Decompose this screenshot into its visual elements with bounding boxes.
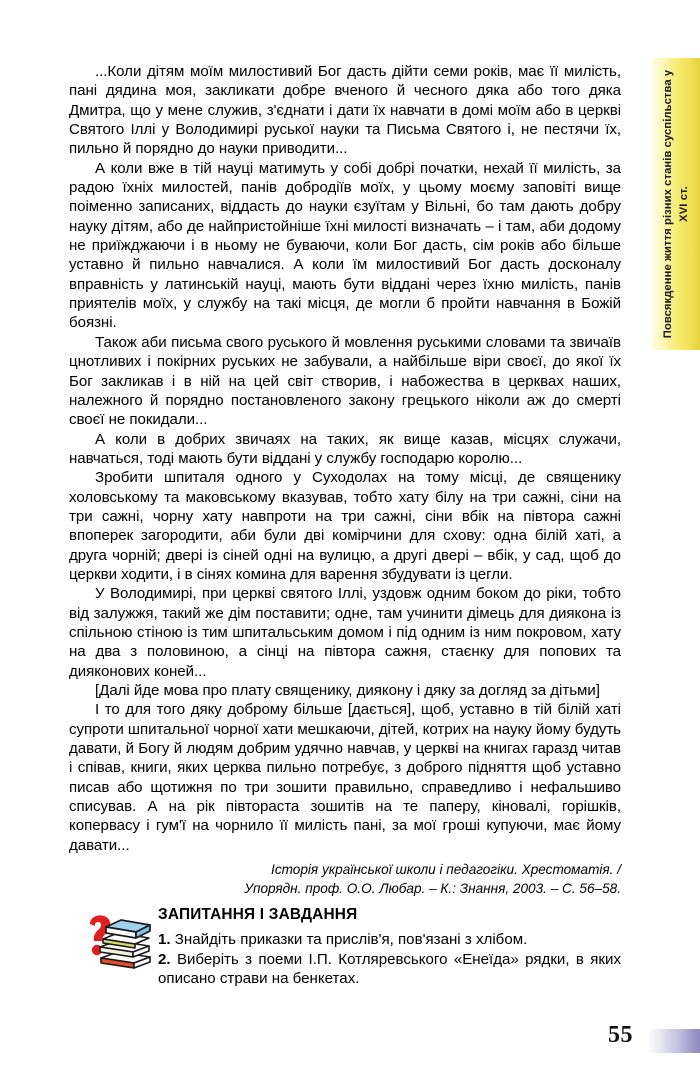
question-item — [158, 930, 621, 950]
source-citation-line-2: Упорядн. проф. О.О. Любар. – К.: Знання, 2003. – С. 56–58. — [244, 881, 621, 896]
paragraph: У Володимирі, при церкві святого Іллі, уздовж одним боком до ріки, тобто від залужжя, такий же дім поставити; одне, там учинити дімець для диякона із спільною стіною із тим шпитальським домом і під одним із ним покровом, хату на два з половиною, а сінці на півтора сажня, стаєнку для попових та дияконових коней... — [69, 585, 621, 680]
source-citation-line-1: Історія української школи і педагогіки. Хрестоматія. / — [271, 862, 621, 877]
question-item-number: 2. — [158, 950, 171, 968]
source-citation — [69, 860, 621, 898]
chapter-side-tab — [652, 58, 700, 350]
paragraph: А коли вже в тій науці матимуть у собі добрі початки, нехай її милість, за радою їхніх милостей, панів добродіїв моїх, у цьому моєму заповіті вище поіменно записаних, віддасть до науки єзуїтам у Вільні, бо там дають добру науку дітям, або де найпристойніше їхні милості визначать – і там, аби додому не приїжджаючи і в ньому не буваючи, коли Бог дасть, сім років або більше уставно й пильно навчалися. А коли їм милостивий Бог дасть досконалу вправність у латинській науці, мають бути віддані через їхню милість, панів приятелів моїх, у службу на такі місця, де могли б пройти навчання в Божій боязні. — [69, 159, 621, 332]
chapter-side-tab-label: Повсякденне життя різних станів суспільства у XVI ст. — [661, 69, 690, 339]
paragraph: ...Коли дітям моїм милостивий Бог дасть дійти семи років, має її милість, пані дядина моя, закликати добре вченого й чесного дяка або того дяка Дмитра, що у мене служив, з'єднати і дати їх навчати в домі моїм або в церкві Святого Іллі у Володимирі руської науки та Письма Святого і, не пестячи їх, пильно й порядно до науки приводити... — [69, 63, 621, 158]
paragraph: Зробити шпиталя одного у Суходолах на тому місці, де священику холовському та маковському вказував, тобто хату білу на три сажні, сіни на три сажні, чорну хату навпроти на три сажні, сіни вбік на півтора сажні впоперек загородити, аби були дві комірчини для схову: одна білій хаті, а друга чорній; двері із сіней одні на вулицю, а другі двері – вбік, у сад, щоб до церкви ходити, і в сінях комина для варення збудувати із цегли. — [69, 469, 621, 583]
question-books-icon — [88, 914, 156, 978]
footer-decoration-bar — [648, 1029, 700, 1053]
questions-heading: ЗАПИТАННЯ І ЗАВДАННЯ — [158, 906, 358, 923]
paragraph: Також аби письма свого руського й мовлення руськими словами та звичаїв цнотливих і покірних руських не забували, а найбільше віри своєї, до якої їх Бог закликав і в ній на цей світ створив, і набожества в церквах наших, належного й порядно постановленого закону грецького ніколи аж до смерті своєї не покидали... — [69, 333, 621, 429]
paragraph: І то для того дяку доброму більше [дається], щоб, уставно в тій білій хаті супроти шпитальної чорної хати мешкаючи, дітей, котрих на науку йому будуть давати, й Богу й людям добрим удячно навчав, у церкві на книгах гаразд читав і співав, книги, яких церква пильно потребує, з доброго підняття щоб уставно писав або щотижня по три зошити правильно, справедливо і нефальшиво списував. А на рік півтораста зошитів на те паперу, кіновалі, горішків, копервасу і гум'ї на чорнило її милість пані, за мої гроші купуючи, має йому давати... — [69, 701, 621, 854]
questions-text-column — [158, 906, 621, 989]
paragraph-editorial-note: [Далі йде мова про плату священику, диякону і дяку за догляд за дітьми] — [95, 682, 600, 699]
paragraph: А коли в добрих звичаях на таких, як вище казав, місцях служачи, навчаться, тоді мають бути віддані у службу господарю королю... — [69, 430, 621, 467]
question-item-number: 1. — [158, 931, 171, 948]
question-item-text: Знайдіть приказки та прислів'я, пов'язані з хлібом. — [174, 931, 528, 948]
question-item — [158, 950, 621, 989]
document-body — [69, 62, 621, 855]
page-number: 55 — [608, 1022, 633, 1048]
question-item-text: Виберіть з поеми І.П. Котляревського «Енеїда» рядки, в яких описано страви на бенкетах. — [158, 950, 621, 988]
questions-and-tasks-section — [69, 906, 621, 989]
